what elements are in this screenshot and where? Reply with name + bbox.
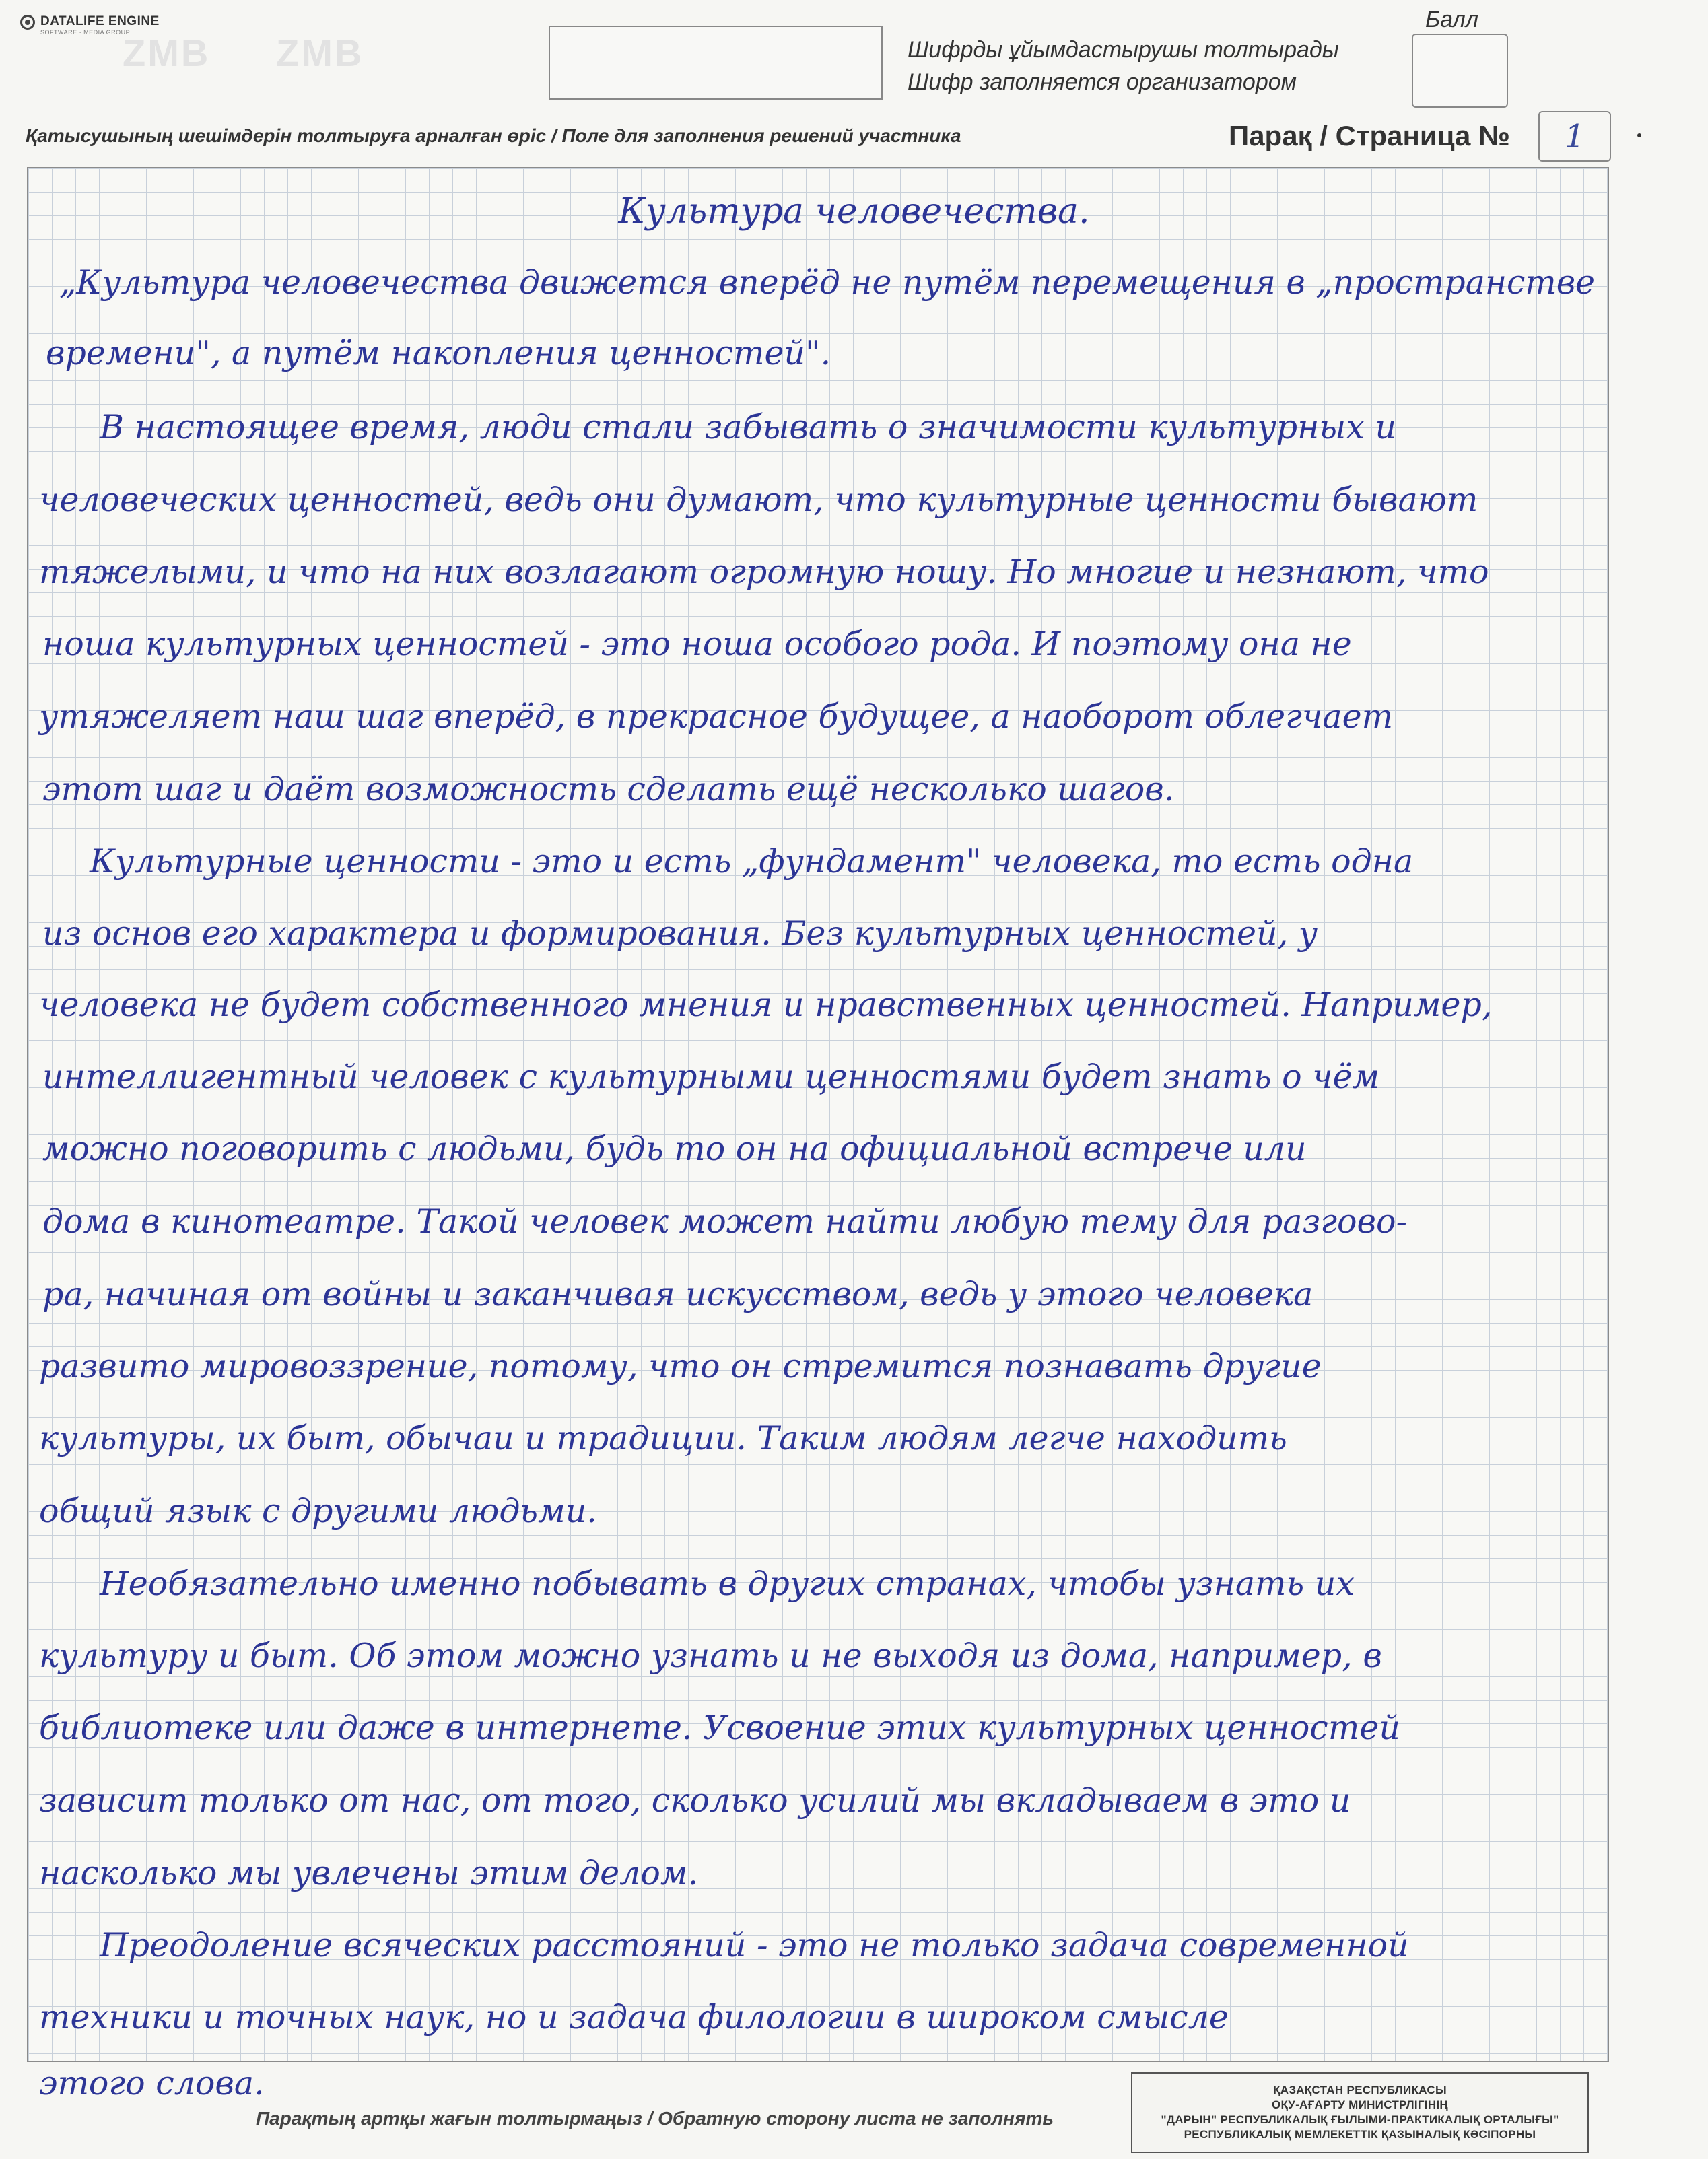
logo-subtitle: SOFTWARE · MEDIA GROUP [40,29,131,36]
essay-line: человека не будет собственного мнения и нравственных ценностей. Например, [39,986,1493,1024]
essay-line: из основ его характера и формирования. Без культурных ценностей, у [42,914,1318,953]
margin-dot [1637,133,1641,137]
stamp-line: ҚАЗАҚСТАН РЕСПУБЛИКАСЫ [1273,2084,1447,2096]
essay-line: ра, начиная от войны и заканчивая искусством, ведь у этого человека [42,1275,1313,1313]
cipher-box [549,26,883,100]
page-number: 1 [1564,117,1585,156]
essay-line: этого слова. [39,2064,265,2102]
essay-line: человеческих ценностей, ведь они думают, что культурные ценности бывают [39,481,1478,519]
stamp-line: РЕСПУБЛИКАЛЫҚ МЕМЛЕКЕТТІК ҚАЗЫНАЛЫҚ КӘСІПОРНЫ [1184,2128,1536,2141]
essay-line: ноша культурных ценностей - это ноша особого рода. И поэтому она не [42,625,1352,663]
essay-line: культуру и быт. Об этом можно узнать и не выходя из дома, например, в [39,1637,1382,1675]
essay-line: развито мировоззрение, потому, что он стремится познавать другие [39,1347,1322,1385]
essay-line: зависит только от нас, от того, сколько усилий мы вкладываем в это и [39,1781,1351,1820]
answer-grid [27,167,1609,2062]
logo-title: DATALIFE ENGINE [40,14,160,28]
official-stamp [1131,2072,1589,2153]
essay-line: тяжелыми, и что на них возлагают огромную ношу. Но многие и незнают, что [39,553,1489,591]
datalife-logo-icon [20,15,35,30]
essay-line: можно поговорить с людьми, будь то он на официальной встрече или [42,1130,1307,1168]
zmb-watermark-2: ZMB [276,32,364,74]
essay-line: библиотеке или даже в интернете. Усвоение этих культурных ценностей [39,1709,1400,1747]
essay-line: дома в кинотеатре. Такой человек может найти любую тему для разгово- [42,1202,1408,1241]
stamp-line: ОҚУ-АҒАРТУ МИНИСТРЛІГІНІҢ [1272,2098,1448,2111]
essay-line: Культурные ценности - это и есть „фундамент" человека, то есть одна [90,842,1414,881]
essay-line: общий язык с другими людьми. [39,1492,597,1530]
essay-line: интеллигентный человек с культурными ценностями будет знать о чём [42,1058,1380,1096]
cipher-note-kz: Шифрды ұйымдастырушы толтырады [908,37,1339,63]
essay-line: техники и точных наук, но и задача филологии в широком смысле [39,1998,1229,2036]
essay-line: утяжеляет наш шаг вперёд, в прекрасное будущее, а наоборот облегчает [39,697,1394,736]
score-label: Балл [1425,7,1479,32]
essay-line: Необязательно именно побывать в других странах, чтобы узнать их [100,1565,1355,1603]
stamp-line: "ДАРЫН" РЕСПУБЛИКАЛЫҚ ҒЫЛЫМИ-ПРАКТИКАЛЫҚ ОРТАЛЫҒЫ" [1161,2113,1559,2126]
essay-line: этот шаг и даёт возможность сделать ещё несколько шагов. [42,770,1175,809]
cipher-note [908,34,1339,98]
zmb-watermark-1: ZMB [123,32,211,74]
page-label: Парақ / Страница № [1229,120,1510,151]
score-box [1412,34,1508,108]
essay-title: Культура человечества. [618,191,1090,232]
answer-field-label: Қатысушының шешімдерін толтыруға арналған өріс / Поле для заполнения решений участника [26,125,961,146]
cipher-note-ru: Шифр заполняется организатором [908,69,1297,95]
essay-line: В настоящее время, люди стали забывать о значимости культурных и [100,408,1397,446]
essay-line: „Культура человечества движется вперёд не путём перемещения в „пространстве [59,263,1596,302]
essay-line: Преодоление всяческих расстояний - это не только задача современной [100,1926,1409,1964]
footer-note: Парақтың артқы жағын толтырмаңыз / Обратную сторону листа не заполнять [256,2108,1054,2129]
essay-line: времени", а путём накопления ценностей". [46,334,831,372]
essay-line: насколько мы увлечены этим делом. [39,1854,699,1892]
essay-line: культуры, их быт, обычаи и традиции. Таким людям легче находить [39,1419,1287,1458]
